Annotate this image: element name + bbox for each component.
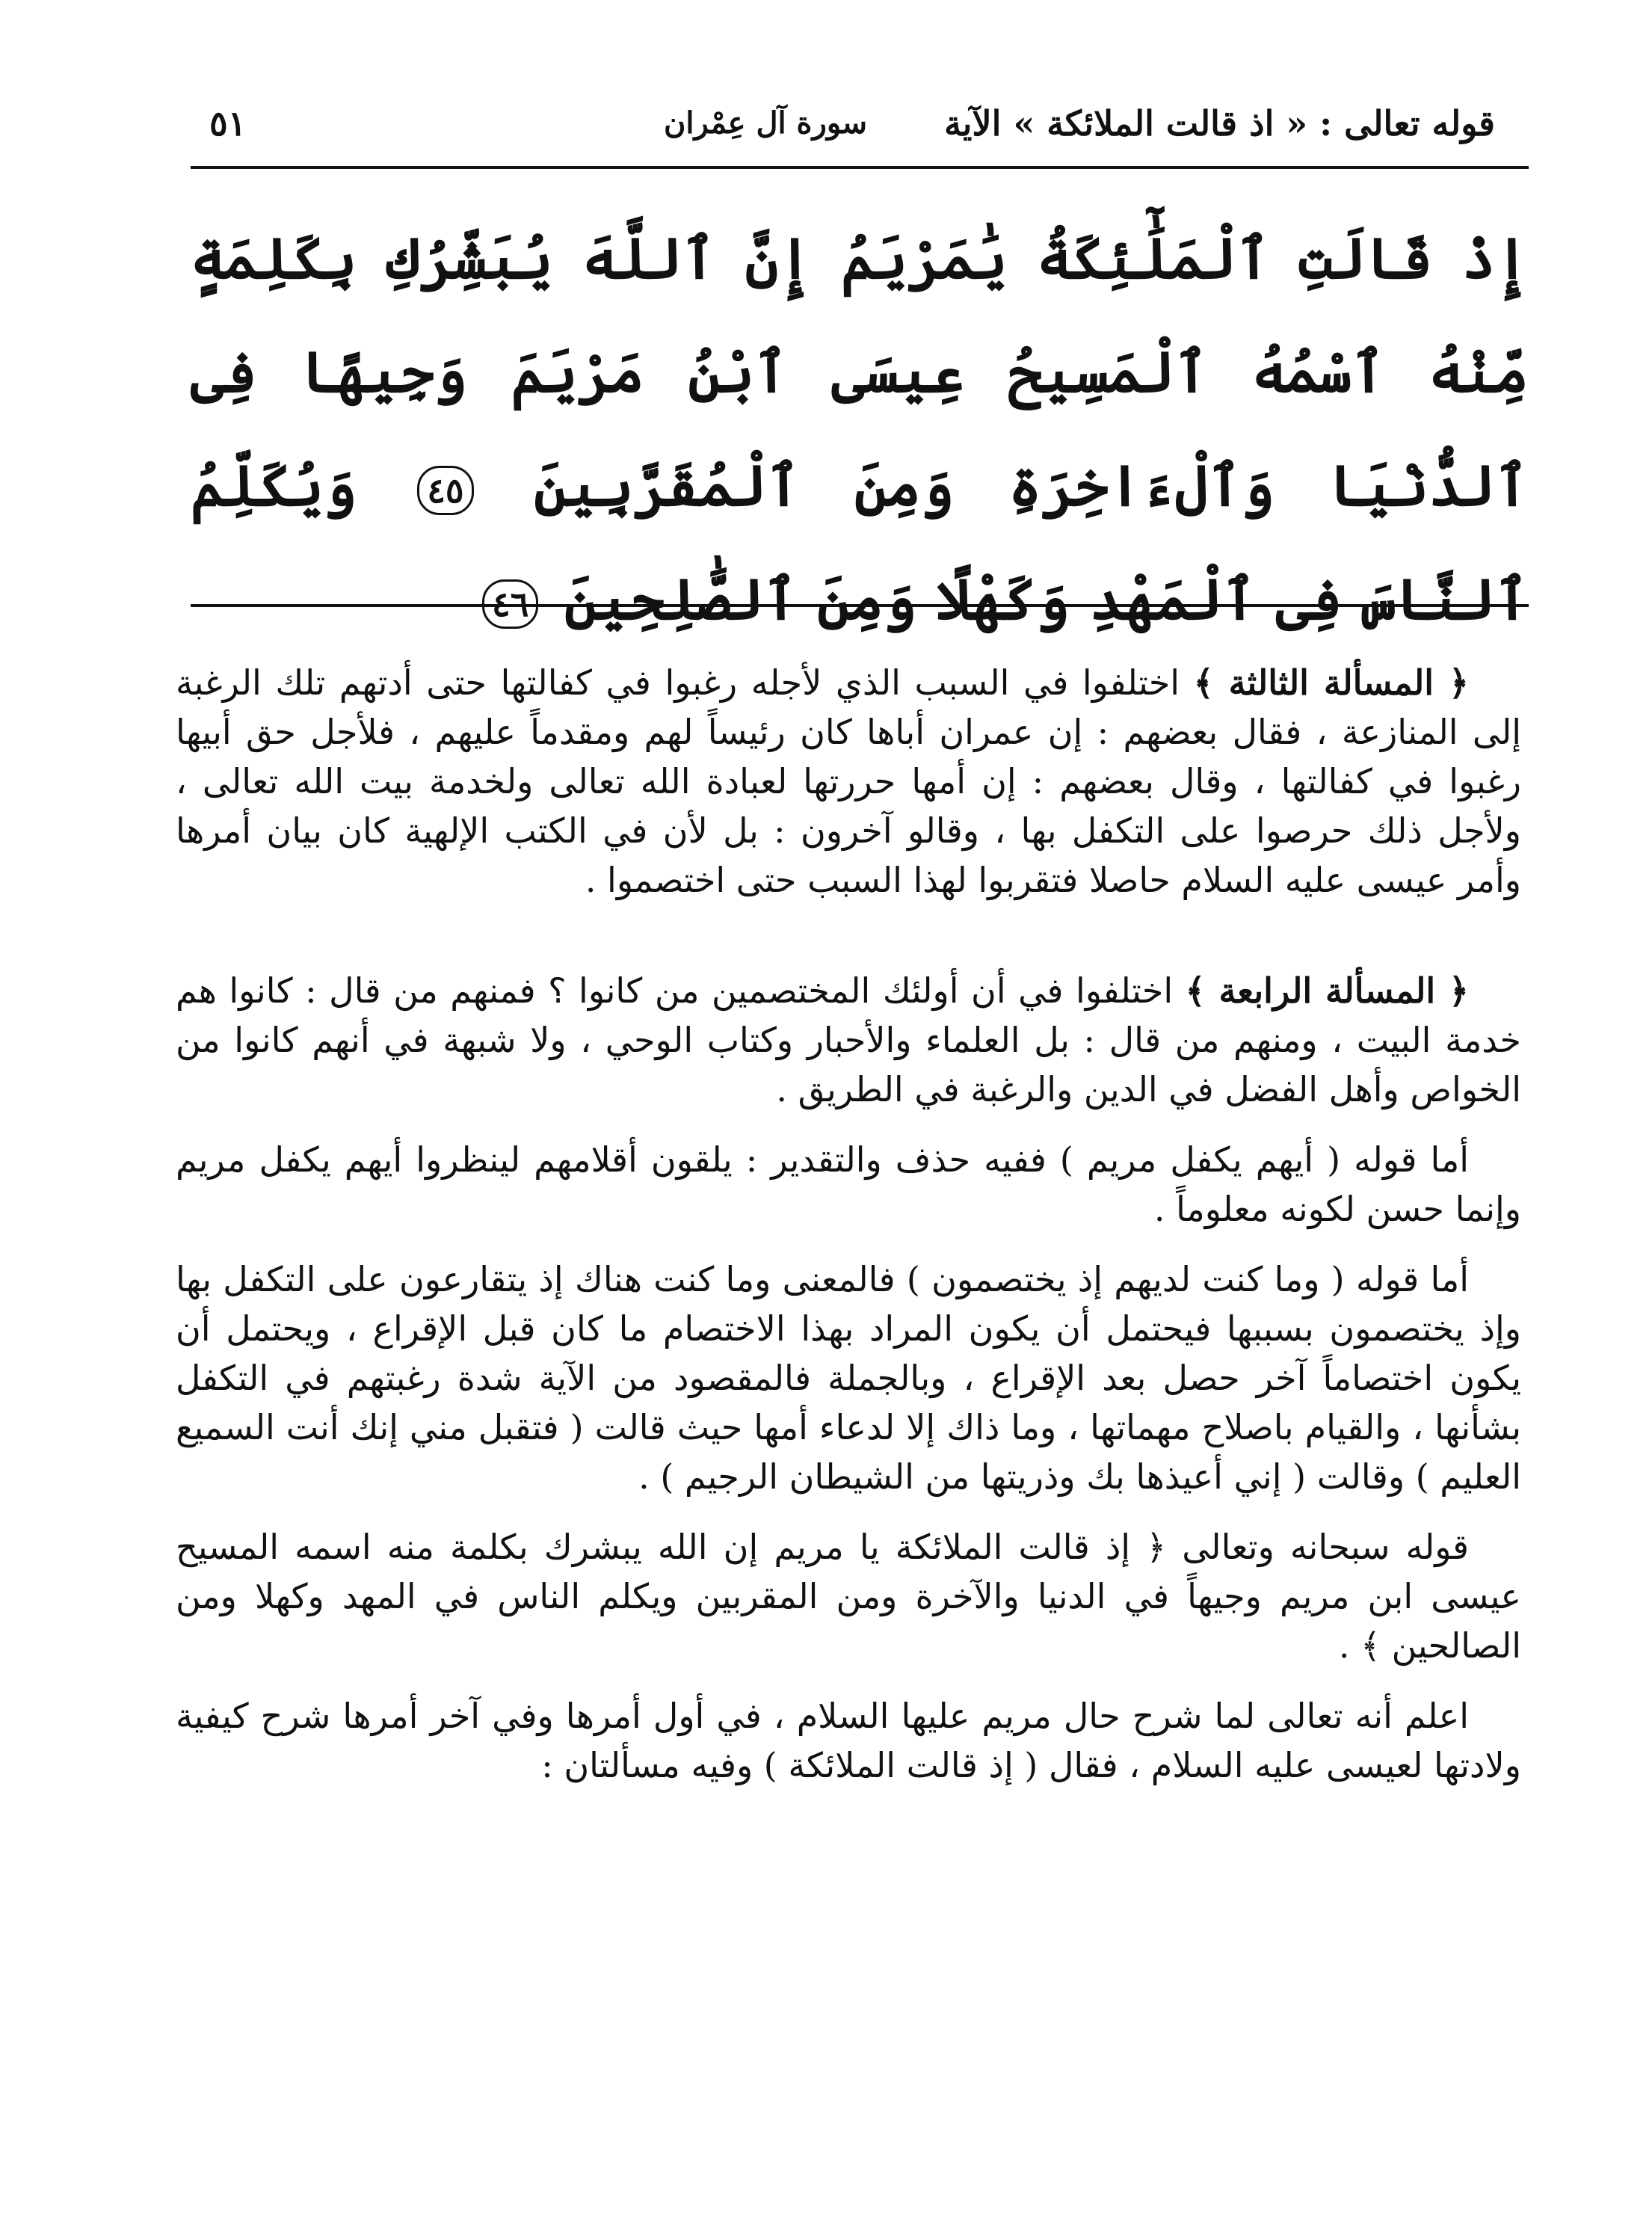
running-header [179, 90, 1495, 157]
header-divider [191, 166, 1529, 169]
paragraph-third-issue [176, 658, 1521, 905]
commentary-body [176, 658, 1521, 1790]
ayah-number-45: ٤٥ [417, 466, 473, 515]
verse-text-46: وَيُكَلِّمُ ٱلنَّاسَ فِى ٱلْمَهْدِ وَكَهْلًا وَمِنَ ٱلصَّٰلِحِينَ [191, 452, 1529, 633]
issue-heading-third: ﴿ المسألة الثالثة ﴾ [1193, 662, 1470, 703]
paragraph-who-sponsors: أما قوله ( أيهم يكفل مريم ) ففيه حذف والتقدير : يلقون أقلامهم لينظروا أيهم يكفل مريم وإنما حسن لكونه معلوماً . [176, 1139, 1521, 1229]
paragraph-know-that: اعلم أنه تعالى لما شرح حال مريم عليها السلام ، في أول أمرها وفي آخر أمرها شرح كيفية ولادتها لعيسى عليه السلام ، فقال ( إذ قالت الملائكة ) وفيه مسألتان : [176, 1696, 1521, 1785]
ayah-number-46: ٤٦ [482, 579, 538, 629]
issue-heading-fourth: ﴿ المسألة الرابعة ﴾ [1185, 970, 1470, 1011]
paragraph-verse-quote: قوله سبحانه وتعالى ﴿ إذ قالت الملائكة يا مريم إن الله يبشرك بكلمة منه اسمه المسيح عيسى ابن مريم وجيهاً في الدنيا والآخرة ومن المقربين ويكلم الناس في المهد وكهلا ومن الصالحين ﴾ . [176, 1527, 1521, 1666]
verse-text-45: إِذْ قَالَتِ ٱلْمَلَٰٓئِكَةُ يَٰمَرْيَمُ إِنَّ ٱللَّهَ يُبَشِّرُكِ بِكَلِمَةٍ مِّنْهُ ٱسْمُهُ ٱلْمَسِيحُ عِيسَى ٱبْنُ مَرْيَمَ وَجِيهًا فِى ٱلدُّنْيَا وَٱلْءَاخِرَةِ وَمِنَ ٱلْمُقَرَّبِينَ [191, 225, 1529, 519]
paragraph-text: اختلفوا في السبب الذي لأجله رغبوا في كفالتها حتى أدتهم تلك الرغبة إلى المنازعة ، فقال بعضهم : إن عمران أباها كان رئيساً لهم ومقدماً عليهم ، فلأجل حق أبيها رغبوا في كفالتها ، وقال بعضهم : إن أمها حررتها لعبادة الله تعالى ولخدمة بيت الله تعالى ، ولأجل ذلك حرصوا على التكفل بها ، وقالو آخرون : بل لأن في الكتب الإلهية كان بيان أمرها وأمر عيسى عليه السلام حاصلا فتقربوا لهذا السبب حتى اختصموا . [176, 662, 1521, 900]
page-number: ٥١ [209, 103, 247, 144]
quran-verse-block [191, 202, 1529, 656]
paragraph-text: اختلفوا في أن أولئك المختصمين من كانوا ؟ فمنهم من قال : كانوا هم خدمة البيت ، ومنهم من قال : بل العلماء والأحبار وكتاب الوحي ، ولا شبهة في أنهم كانوا من الخواص وأهل الفضل في الدين والرغبة في الطريق . [176, 970, 1521, 1110]
header-surah-name: سورة آل عِمْران [663, 105, 867, 141]
paragraph-disputing: أما قوله ( وما كنت لديهم إذ يختصمون ) فالمعنى وما كنت هناك إذ يتقارعون على التكفل بها وإذ يختصمون بسببها فيحتمل أن يكون المراد بهذا الاختصام ما كان قبل الإقراع ، ويحتمل أن يكون اختصاماً آخر حصل بعد الإقراع ، وبالجملة فالمقصود من الآية شدة رغبتهم في التكفل بشأنها ، والقيام باصلاح مهماتها ، وما ذاك إلا لدعاء أمها حيث قالت ( فتقبل مني إنك أنت السميع العليم ) وقالت ( إني أعيذها بك وذريتها من الشيطان الرجيم ) . [176, 1259, 1521, 1497]
paragraph-fourth-issue [176, 966, 1521, 1114]
header-title: قوله تعالى : « اذ قالت الملائكة » الآية [943, 103, 1495, 144]
verse-divider [191, 604, 1529, 607]
